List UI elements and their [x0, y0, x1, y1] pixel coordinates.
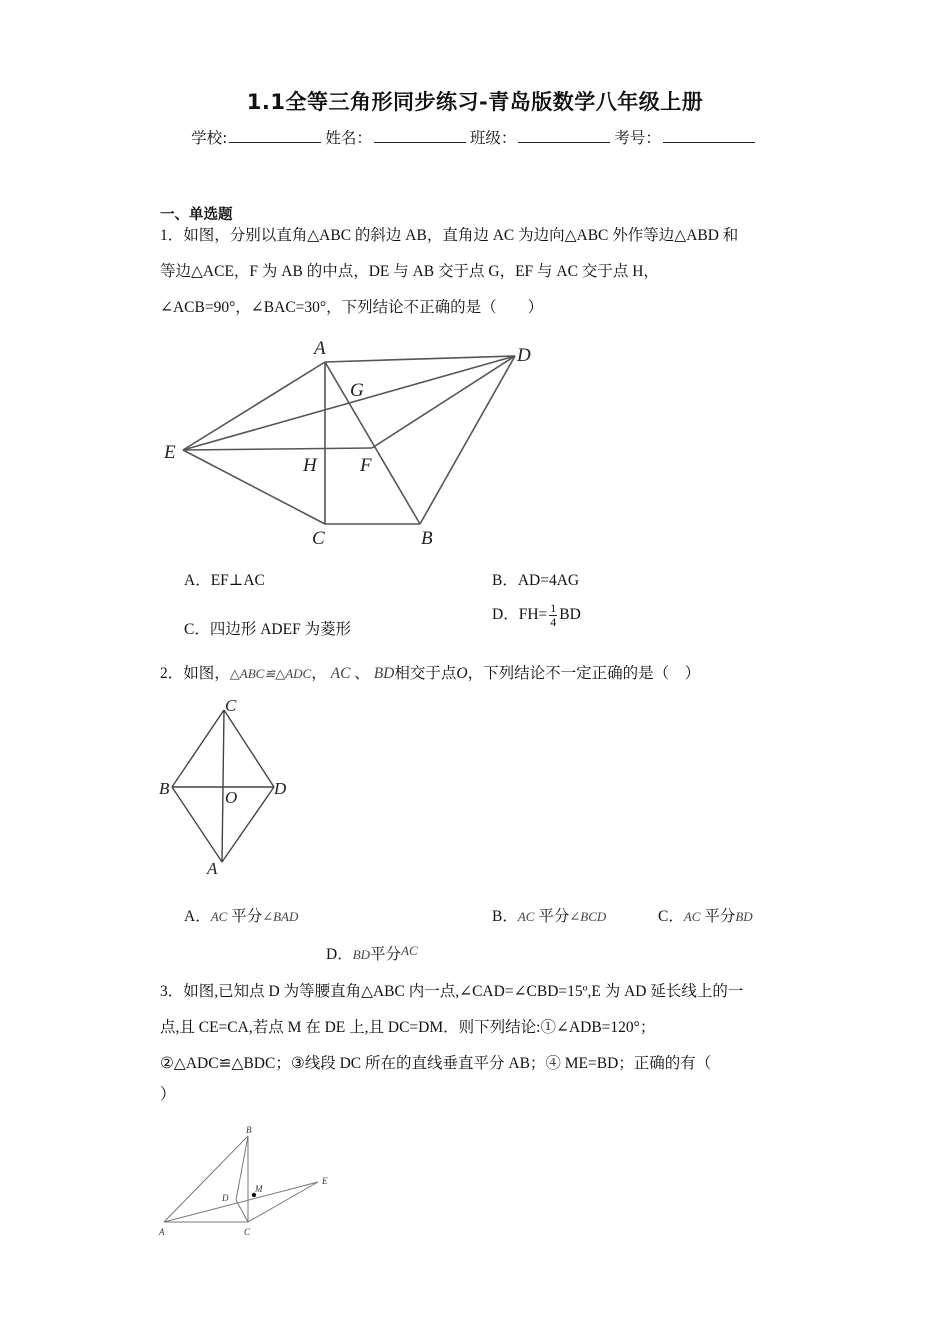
school-blank [229, 128, 321, 143]
name-blank [374, 128, 466, 143]
q3-line-3: ②△ADC≌△BDC；③线段 DC 所在的直线垂直平分 AB；④ ME=BD；正确的有（ [160, 1055, 712, 1072]
q2-bd-math: BD [373, 665, 395, 682]
option-math: ∠BAD [262, 909, 299, 924]
q3-label-c: C [244, 1227, 251, 1237]
q1-segment-fd [372, 356, 515, 448]
option-label: B． [492, 908, 518, 925]
fraction-denominator: 4 [550, 615, 557, 629]
q2-ac-math: AC [330, 665, 351, 682]
q1-line-2: 等边△ACE，F 为 AB 的中点，DE 与 AB 交于点 G，EF 与 AC 交于点 H， [160, 263, 659, 280]
q1-option-a: A．EF⊥AC [184, 572, 265, 589]
q3-line-4: ） [160, 1086, 176, 1103]
q1-option-d-prefix: D．FH= [492, 606, 548, 624]
q2-segment-ca [222, 710, 224, 862]
q1-segment-ea [183, 362, 325, 450]
q2-mid: 相交于点 [394, 665, 457, 682]
option-text: 平分 [538, 908, 570, 925]
exam-no-label: 考号： [614, 129, 661, 147]
q1-segment-ef [183, 448, 372, 450]
document-title: 1.1全等三角形同步练习-青岛版数学八年级上册 [246, 90, 704, 114]
q1-line-3: ∠ACB=90°，∠BAC=30°，下列结论不正确的是（ ） [160, 299, 544, 316]
option-text: 平分 [370, 946, 402, 963]
q2-option-a [184, 904, 298, 926]
q3-segment-db [236, 1136, 248, 1200]
question-2-text [160, 656, 790, 692]
q1-label-a: A [314, 338, 326, 359]
option-math: AC [210, 909, 228, 924]
q2-label-c: C [225, 696, 237, 715]
q1-label-g: G [350, 380, 364, 401]
q3-figure [150, 1118, 350, 1248]
q2-label-o: O [225, 788, 238, 807]
q2-sep: 、 [354, 665, 370, 682]
option-math: AC [401, 943, 418, 958]
q1-label-e: E [164, 442, 176, 463]
q2-option-c [658, 904, 753, 926]
class-blank [518, 128, 610, 143]
q1-option-c: C．四边形 ADEF 为菱形 [184, 621, 352, 638]
q2-label-b: B [159, 779, 170, 798]
q1-label-c: C [312, 528, 325, 549]
option-label: D． [326, 946, 353, 963]
name-label: 姓名： [325, 129, 372, 147]
option-math: AC [683, 909, 701, 924]
q2-label-a: A [207, 859, 218, 878]
q3-line-1: 3．如图,已知点 D 为等腰直角△ABC 内一点,∠CAD=∠CBD=15º,E 为 AD 延长线上的一 [160, 983, 744, 1000]
section-title: 一、单选题 [160, 207, 233, 223]
q2-segment-cd [224, 710, 274, 787]
fraction-numerator: 1 [550, 601, 557, 615]
q2-option-b [492, 904, 606, 926]
option-text: 平分 [231, 908, 263, 925]
q3-segment-ab [164, 1136, 248, 1222]
option-text: 平分 [704, 908, 736, 925]
option-math: ∠BCD [569, 909, 607, 924]
q1-segment-db [420, 356, 515, 524]
q2-point-o: O [456, 665, 468, 682]
q1-label-f: F [360, 455, 372, 476]
option-label: C． [658, 908, 684, 925]
q1-line-1: 1．如图，分别以直角△ABC 的斜边 AB，直角边 AC 为边向△ABC 外作等边△ABD 和 [160, 227, 739, 244]
school-label: 学校: [191, 129, 228, 147]
q1-label-b: B [421, 528, 433, 549]
class-label: 班级： [469, 129, 517, 147]
q1-segment-ed [183, 356, 515, 450]
q1-segment-ad [325, 356, 515, 362]
q1-figure [150, 330, 550, 555]
q1-option-d-fraction [549, 602, 557, 629]
q2-label-d: D [274, 779, 287, 798]
q2-comma: ， [311, 665, 327, 682]
option-math: AC [517, 909, 535, 924]
q2-congruence-math: △ABC≌△ADC [229, 666, 312, 681]
q1-label-h: H [303, 455, 317, 476]
option-math: BD [352, 947, 371, 962]
student-info-line [0, 126, 950, 148]
question-1-text [160, 218, 790, 326]
q2-segment-ba [172, 787, 222, 862]
q1-option-d-suffix: BD [559, 606, 581, 624]
option-math: BD [735, 909, 753, 924]
q1-option-b: B．AD=4AG [492, 572, 580, 589]
option-label: A． [184, 908, 211, 925]
q3-segment-dc [236, 1200, 248, 1222]
exam-no-blank [663, 128, 755, 143]
q3-label-a: A [159, 1227, 165, 1237]
q2-suffix: ，下列结论不一定正确的是（ ） [467, 665, 701, 682]
q3-label-m: M [255, 1184, 263, 1194]
q3-label-e: E [322, 1176, 328, 1186]
q3-line-2: 点,且 CE=CA,若点 M 在 DE 上,且 DC=DM．则下列结论:①∠ADB=120°； [160, 1019, 656, 1036]
question-3-text [160, 974, 790, 1108]
q2-prefix: 2．如图， [160, 665, 230, 682]
q2-segment-cb [172, 710, 224, 787]
q1-label-d: D [517, 345, 531, 366]
q2-option-d [326, 942, 418, 964]
q3-label-d: D [222, 1193, 229, 1203]
q3-label-b: B [246, 1125, 252, 1135]
q2-figure [150, 692, 310, 882]
q3-segment-ae [164, 1182, 318, 1222]
q1-option-d [492, 602, 581, 629]
